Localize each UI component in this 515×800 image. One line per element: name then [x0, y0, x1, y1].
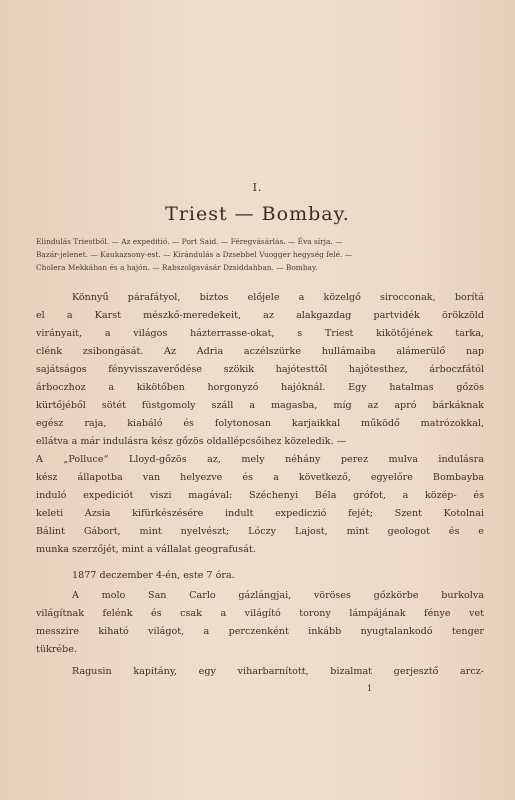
chapter-title: Triest — Bombay.	[165, 203, 350, 225]
chapter-number: I.	[252, 181, 263, 194]
body-text-line: virányait, a világos házterrasse-okat, s Triest kikötőjének tarka,	[36, 328, 484, 339]
body-text-line: kész állapotba van helyezve és a következő, egyelőre Bombayba	[36, 472, 484, 483]
body-text-line: sajátságos fényvisszaverődése szökik hajótesttől hajótesthez, árboczfától	[36, 364, 484, 375]
body-text-line: tükrébe.	[36, 644, 77, 655]
signature-mark: 1	[367, 684, 373, 693]
body-text-line: clénk zsibongását. Az Adria aczélszürke hullámaiba alámerülő nap	[36, 346, 484, 357]
body-text-line: keleti Ázsia kifürkészésére indult expediczió fejét; Szent Kotolnai	[36, 508, 484, 519]
chapter-summary-line: Bazár-jelenet. — Kaukazsony-est. — Kirándulás a Dzsebbel Vuogger hegység felé. —	[36, 250, 353, 259]
dateline: 1877 deczember 4-én, este 7 óra.	[72, 570, 235, 581]
body-text-line: kürtőjéből sötét füstgomoly száll a magasba, míg az apró bárkáknak	[36, 400, 484, 411]
body-text-line: munka szerzőjét, mint a vállalat geografusát.	[36, 544, 256, 555]
chapter-summary-line: Elindulás Triestből. — Az expeditió. — Port Said. — Féregvásárlás. — Éva sírja. —	[36, 237, 343, 246]
body-text-line: világítnak felénk és csak a világító torony lámpájának fénye vet	[36, 608, 484, 619]
body-text-line: ellátva a már indulásra kész gőzös oldallépcsőihez közeledik. —	[36, 436, 347, 447]
body-text-line: el a Karst mészkő-meredekeit, az alakgazdag partvidék örökzöld	[36, 310, 484, 321]
body-text-line: A molo San Carlo gázlángjai, vöröses gőzkörbe burkolva	[72, 590, 484, 601]
body-text-line: árboczhoz a kikötőben horgonyzó hajóknál. Egy hatalmas gőzös	[36, 382, 484, 393]
body-text-line: messzire kiható világot, a perczenként inkább nyugtalankodó tenger	[36, 626, 484, 637]
body-text-line: A „Polluce“ Lloyd-gőzös az, mely néhány perez mulva indulásra	[36, 454, 484, 465]
body-text-line: Ragusin kapitány, egy viharbarnított, bizalmat gerjesztő arcz-	[72, 666, 484, 677]
body-text-line: induló expediciót viszi magával: Széchenyi Béla grófot, a közép- és	[36, 490, 484, 501]
body-text-line: Könnyű párafátyol, biztos előjele a közelgő sirocconak, borítá	[72, 292, 484, 303]
body-text-line: egész raja, kiabáló és folytonosan karjaikkal működő matrózokkal,	[36, 418, 484, 429]
body-text-line: Bálint Gábort, mint nyelvészt; Lóczy Lajost, mint geologot és e	[36, 526, 484, 537]
chapter-summary-line: Cholera Mekkában és a hajón. — Rabszolgavásár Dzsiddahban. — Bombay.	[36, 263, 318, 272]
